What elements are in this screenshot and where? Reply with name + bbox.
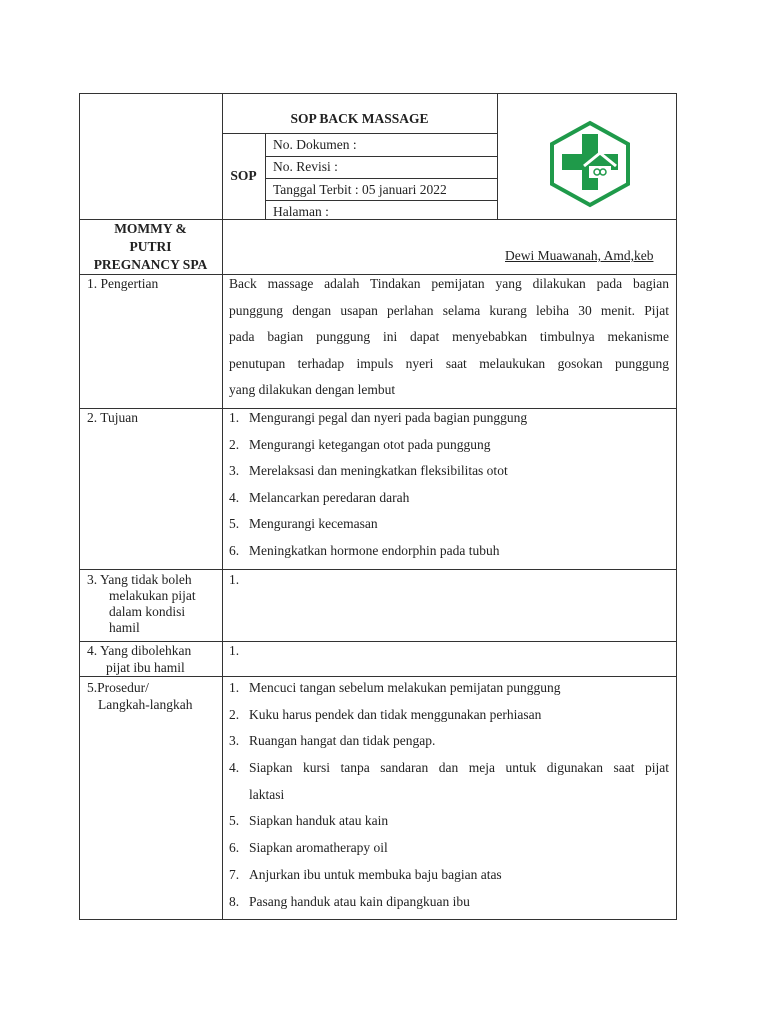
signatory: Dewi Muawanah, Amd,keb (505, 248, 654, 263)
left-column-divider (222, 93, 223, 920)
prosedur-list (229, 680, 669, 920)
tidak-boleh-label-3: dalam kondisi (109, 604, 186, 619)
list-item: 2. Mengurangi ketegangan otot pada punggung (229, 436, 491, 452)
list-item: 1. Mengurangi pegal dan nyeri pada bagian punggung (229, 410, 528, 425)
list-item: 6. Meningkatkan hormone endorphin pada tubuh (229, 542, 500, 558)
list-item: 3. Ruangan hangat dan tidak pengap. (229, 733, 436, 749)
dibolehkan-value: 1. (229, 643, 240, 658)
dibolehkan-label-2: pijat ibu hamil (106, 660, 185, 675)
list-item: 4. Melancarkan peredaran darah (229, 489, 410, 505)
row-divider-header (79, 219, 677, 220)
green-cross-health-logo-icon (548, 120, 632, 208)
list-item: 8. Pasang handuk atau kain dipangkuan ibu (229, 893, 470, 909)
logo (548, 120, 632, 208)
prosedur-label-1: 5.Prosedur/ (87, 680, 149, 695)
tidak-boleh-label-2: melakukan pijat (109, 588, 196, 603)
list-item: 5. Siapkan handuk atau kain (229, 813, 389, 829)
field-divider-3 (265, 200, 497, 201)
pengertian-line-3: pada bagian punggung ini dapat menyebabkan timbulnya mekanisme (229, 329, 669, 344)
tujuan-list (229, 410, 527, 570)
org-name-line-3: PREGNANCY SPA (93, 257, 208, 272)
tidak-boleh-label-1: 3. Yang tidak boleh (87, 572, 192, 587)
field-no-revisi: No. Revisi : (273, 159, 338, 174)
row-divider-org (79, 274, 677, 275)
field-no-dokumen: No. Dokumen : (273, 137, 357, 152)
prosedur-label-2: Langkah-langkah (98, 697, 193, 712)
document-title: SOP BACK MASSAGE (290, 111, 429, 126)
pengertian-label: 1. Pengertian (87, 276, 159, 291)
list-item: 1. Mencuci tangan sebelum melakukan pemijatan punggung (229, 680, 561, 695)
pengertian-text (229, 276, 669, 409)
list-item: 4. Siapkan kursi tanpa sandaran dan meja untuk digunakan saat pijat (229, 760, 669, 776)
pengertian-line-5: yang dilakukan dengan lembut (229, 382, 396, 397)
org-name-line-1: MOMMY & (114, 221, 187, 236)
pengertian-line-2: punggung dengan usapan perlahan selama kurang lebiha 30 menit. Pijat (229, 302, 669, 318)
dibolehkan-label-1: 4. Yang dibolehkan (87, 643, 192, 658)
org-name-line-2: PUTRI (129, 239, 172, 254)
field-tanggal-terbit: Tanggal Terbit : 05 januari 2022 (273, 182, 447, 197)
row-divider-tidak-boleh (79, 641, 677, 642)
tidak-boleh-value: 1. (229, 572, 240, 587)
list-item: 3. Merelaksasi dan meningkatkan fleksibilitas otot (229, 463, 508, 479)
field-divider-1 (265, 156, 497, 157)
pengertian-line-4: penutupan terhadap impuls nyeri saat melaukukan gosokan punggung (229, 355, 669, 371)
list-item: laktasi (249, 786, 285, 802)
title-divider (222, 133, 497, 134)
field-halaman: Halaman : (273, 204, 329, 219)
sop-label: SOP (230, 168, 257, 183)
pengertian-line-1: Back massage adalah Tindakan pemijatan yang dilakukan pada bagian (229, 276, 669, 291)
list-item: 6. Siapkan aromatherapy oil (229, 840, 388, 856)
sop-label-divider (265, 133, 266, 219)
list-item: 5. Mengurangi kecemasan (229, 516, 378, 532)
tidak-boleh-label-4: hamil (109, 620, 140, 635)
list-item: 2. Kuku harus pendek dan tidak menggunakan perhiasan (229, 706, 542, 722)
field-divider-2 (265, 178, 497, 179)
list-item: 7. Anjurkan ibu untuk membuka baju bagian atas (229, 866, 502, 882)
row-divider-dibolehkan (79, 676, 677, 677)
logo-column-divider (497, 93, 498, 219)
tujuan-label: 2. Tujuan (87, 410, 139, 425)
